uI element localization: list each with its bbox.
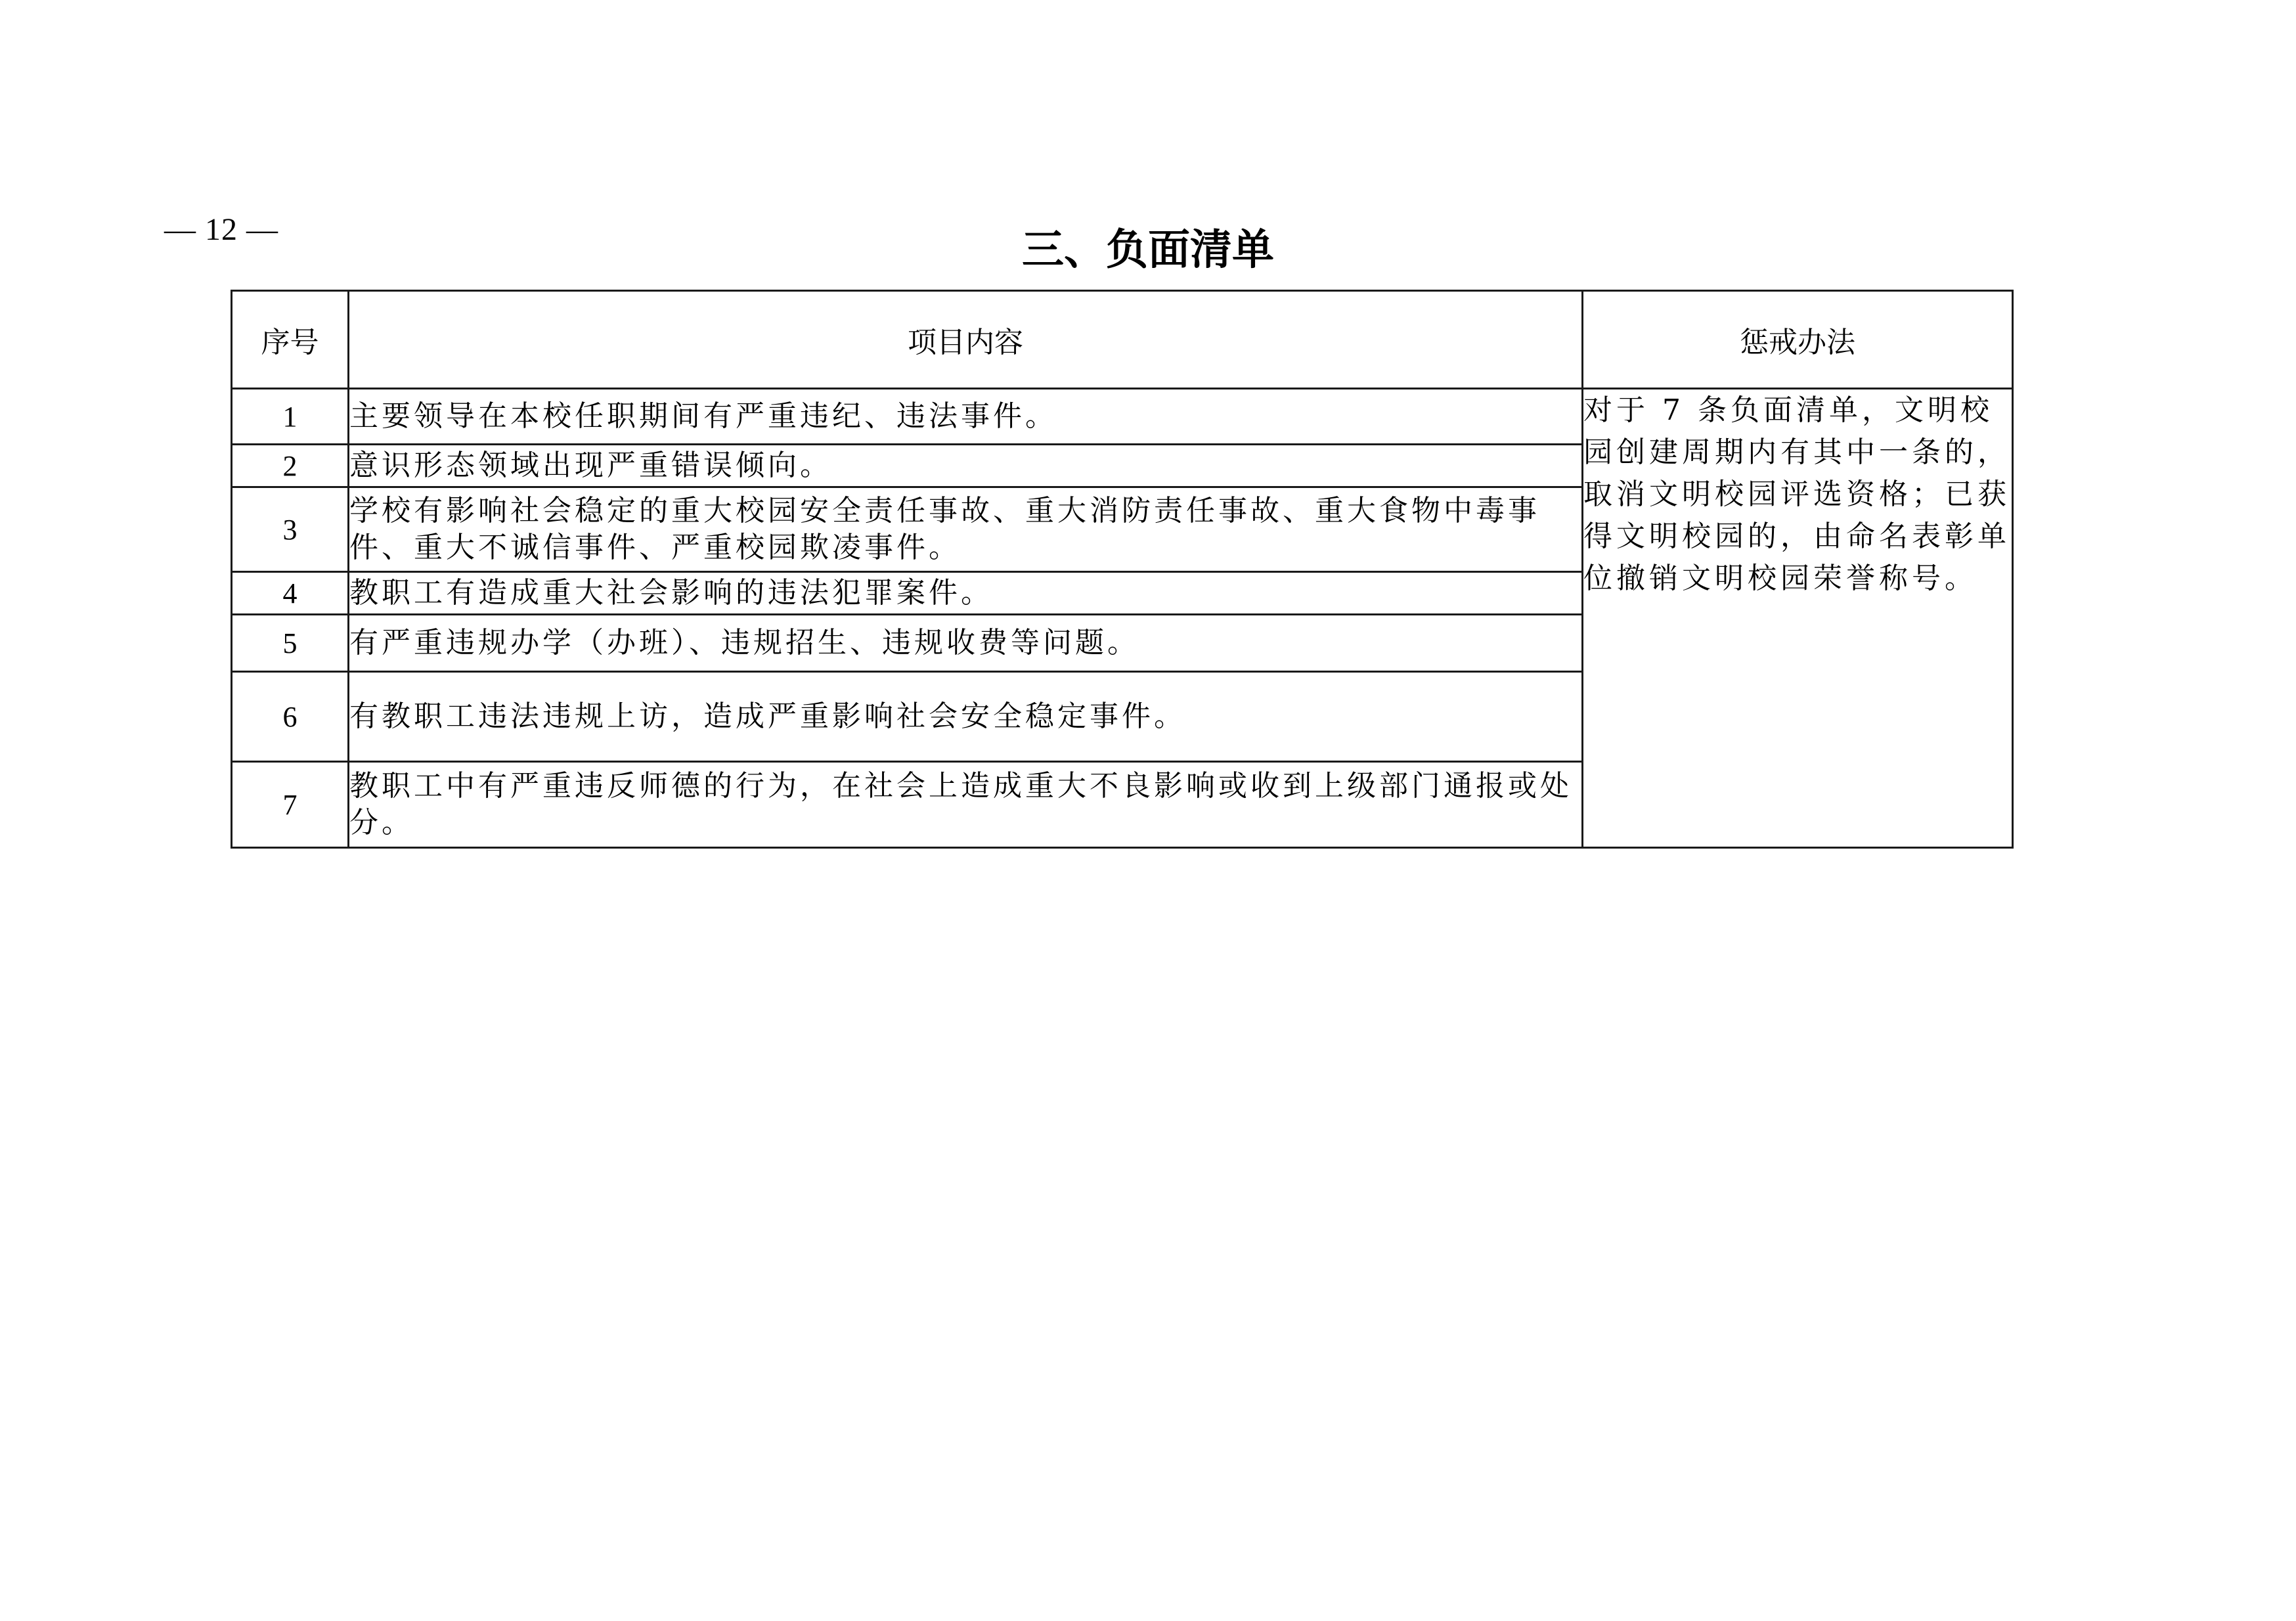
penalty-cell: 对于 7 条负面清单，文明校园创建周期内有其中一条的，取消文明校园评选资格；已获得文明校园的，由命名表彰单位撤销文明校园荣誉称号。 [1583,389,2013,848]
header-penalty: 惩戒办法 [1583,291,2013,389]
row-content: 教职工中有严重违反师德的行为，在社会上造成重大不良影响或收到上级部门通报或处分。 [349,762,1583,848]
row-number: 7 [232,762,349,848]
row-content: 教职工有造成重大社会影响的违法犯罪案件。 [349,572,1583,615]
table-header-row [232,291,2013,389]
row-content: 主要领导在本校任职期间有严重违纪、违法事件。 [349,389,1583,445]
row-content: 意识形态领域出现严重错误倾向。 [349,445,1583,487]
header-number: 序号 [232,291,349,389]
row-number: 1 [232,389,349,445]
negative-list-table [231,290,2014,849]
row-number: 5 [232,615,349,672]
row-content: 学校有影响社会稳定的重大校园安全责任事故、重大消防责任事故、重大食物中毒事件、重大不诚信事件、严重校园欺凌事件。 [349,487,1583,572]
page-title: 三、负面清单 [1022,226,1274,275]
row-content: 有教职工违法违规上访，造成严重影响社会安全稳定事件。 [349,672,1583,762]
row-number: 6 [232,672,349,762]
table-row [232,389,2013,445]
row-number: 3 [232,487,349,572]
row-number: 2 [232,445,349,487]
header-content: 项目内容 [349,291,1583,389]
page-number: — 12 — [164,212,278,247]
row-number: 4 [232,572,349,615]
row-content: 有严重违规办学（办班）、违规招生、违规收费等问题。 [349,615,1583,672]
